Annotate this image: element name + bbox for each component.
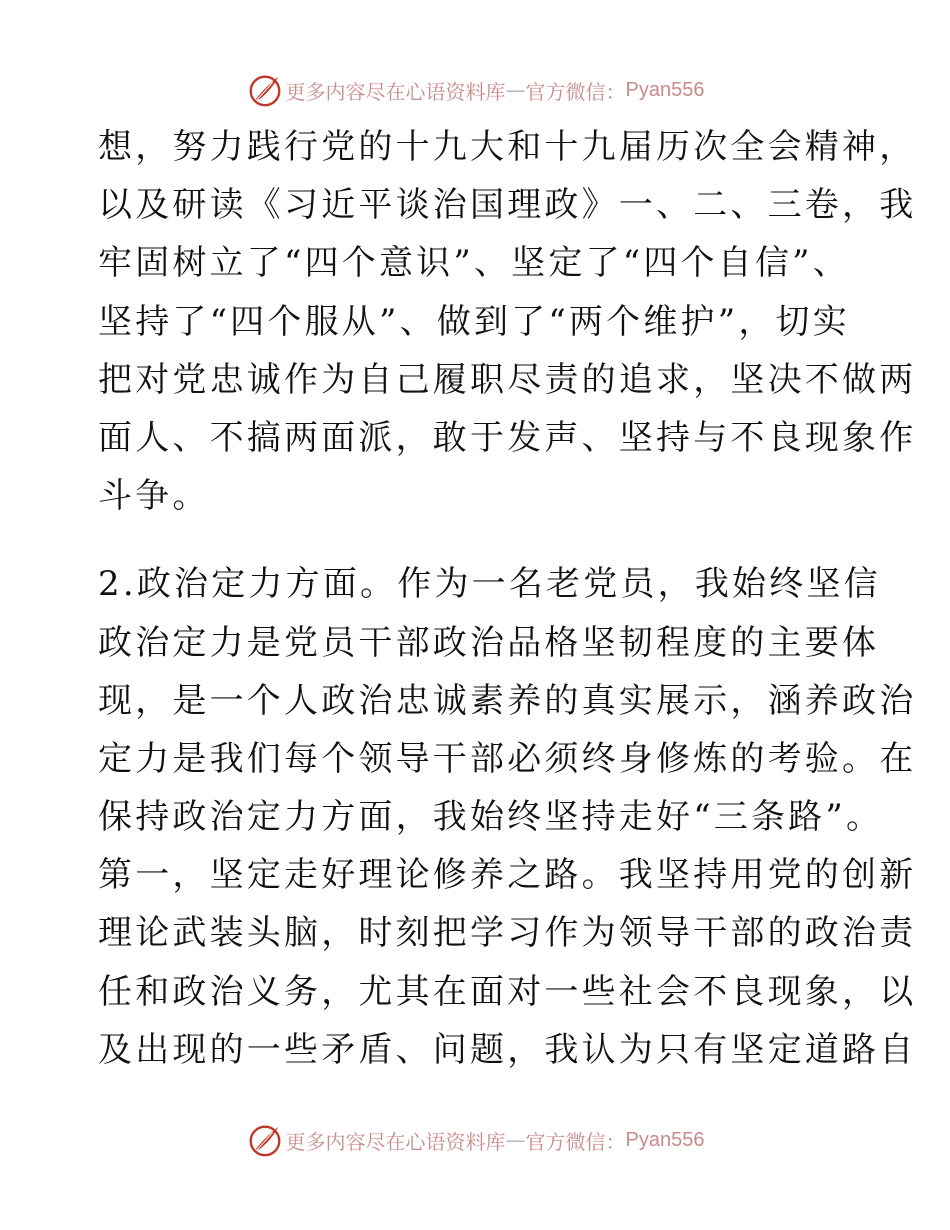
text-line: 斗争。 — [98, 476, 210, 517]
text-line: 2.政治定力方面。作为一名老党员，我始终坚信 — [98, 564, 881, 605]
text-line: 坚持了“四个服从”、做到了“两个维护”，切实 — [98, 301, 850, 342]
text-line: 牢固树立了“四个意识”、坚定了“四个自信”、 — [98, 243, 850, 284]
watermark-official: 官方微信： — [525, 79, 626, 104]
paragraph-2 — [98, 555, 917, 1137]
text-line: 第一，坚定走好理论修养之路。我坚持用党的创新 — [98, 855, 917, 896]
text-line: 现，是一个人政治忠诚素养的真实展示，涵养政治 — [98, 680, 917, 721]
text-line: 以及研读《习近平谈治国理政》一、二、三卷，我 — [98, 185, 917, 226]
text-line: 任和政治义务，尤其在面对一些社会不良现象，以 — [98, 971, 917, 1012]
document-body — [98, 118, 917, 1137]
paragraph-spacer — [98, 525, 858, 555]
text-line: 定力是我们每个领导干部必须终身修炼的考验。在 — [98, 738, 917, 779]
watermark-wechat-id: Pyan556 — [625, 1128, 705, 1151]
text-line: 想，努力践行党的十九大和十九届历次全会精神， — [98, 127, 917, 167]
text-line: 把对党忠诚作为自己履职尽责的追求，坚决不做两 — [98, 359, 917, 400]
text-line: 及出现的一些矛盾、问题，我认为只有坚定道路自 — [98, 1029, 917, 1070]
watermark-text: 更多内容尽在心语资料库 — [285, 79, 506, 104]
text-line: 保持政治定力方面，我始终坚持走好“三条路”。 — [98, 797, 884, 838]
feather-logo-icon — [246, 71, 284, 109]
feather-logo-icon — [246, 1121, 284, 1159]
text-line: 政治定力是党员干部政治品格坚韧程度的主要体 — [98, 622, 880, 663]
watermark-wechat-id: Pyan556 — [625, 78, 705, 101]
watermark-text: 更多内容尽在心语资料库 — [285, 1129, 506, 1154]
text-line: 理论武装头脑，时刻把学习作为领导干部的政治责 — [98, 913, 917, 954]
watermark-dash: — — [505, 1128, 526, 1152]
text-line: 面人、不搞两面派，敢于发声、坚持与不良现象作 — [98, 417, 917, 458]
header-watermark — [0, 70, 950, 110]
watermark-official: 官方微信： — [525, 1129, 626, 1154]
paragraph-1 — [98, 118, 917, 525]
watermark-dash: — — [505, 78, 526, 102]
footer-watermark — [0, 1120, 950, 1160]
